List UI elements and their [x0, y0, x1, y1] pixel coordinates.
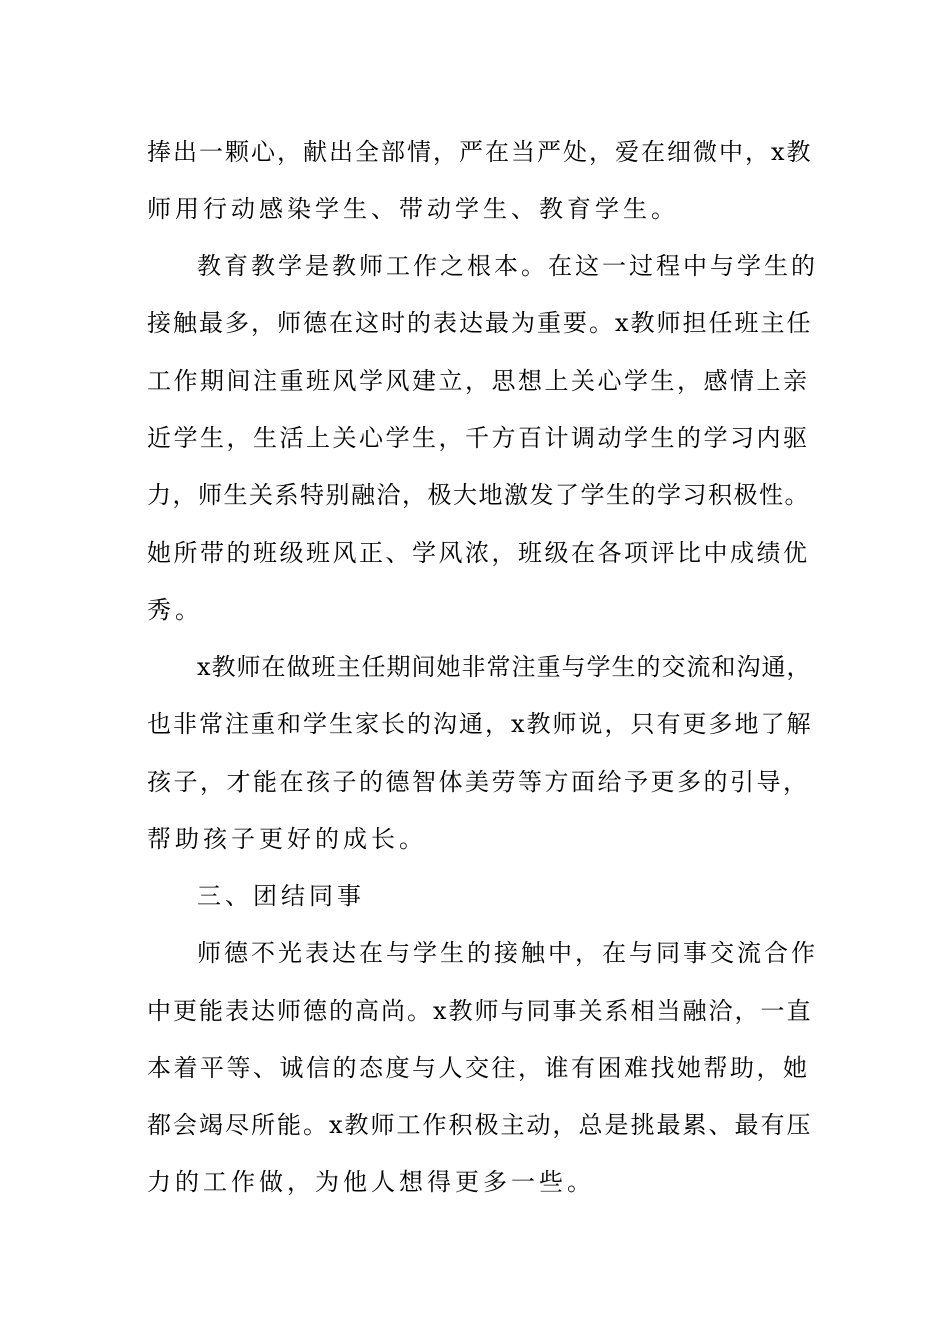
text-line: 孩子，才能在孩子的德智体美劳等方面给予更多的引导，: [147, 768, 810, 796]
text-line: 教育教学是教师工作之根本。在这一过程中与学生的: [197, 252, 818, 280]
text-line: 师德不光表达在与学生的接触中，在与同事交流合作: [197, 939, 818, 967]
text-line: 中更能表达师德的高尚。x教师与同事关系相当融洽，一直: [147, 997, 813, 1025]
text-line: 工作期间注重班风学风建立，思想上关心学生，感情上亲: [147, 367, 810, 395]
text-line: 力，师生关系特别融洽，极大地激发了学生的学习积极性。: [147, 481, 810, 509]
text-line: 本着平等、诚信的态度与人交往，谁有困难找她帮助，她: [147, 1054, 810, 1082]
text-line: x教师在做班主任期间她非常注重与学生的交流和沟通，: [197, 653, 812, 681]
text-line: 接触最多，师德在这时的表达最为重要。x教师担任班主任: [147, 309, 813, 337]
text-line: 师用行动感染学生、带动学生、教育学生。: [147, 195, 679, 223]
text-line: 帮助孩子更好的成长。: [147, 825, 427, 853]
text-line: 她所带的班级班风正、学风浓，班级在各项评比中成绩优: [147, 539, 810, 567]
section-heading: 三、团结同事: [197, 882, 365, 910]
text-line: 力的工作做，为他人想得更多一些。: [147, 1168, 595, 1196]
text-line: 都会竭尽所能。x教师工作积极主动，总是挑最累、最有压: [147, 1111, 813, 1139]
text-line: 近学生，生活上关心学生，千方百计调动学生的学习内驱: [147, 424, 810, 452]
text-line: 捧出一颗心，献出全部情，严在当严处，爱在细微中，x教: [147, 138, 813, 166]
text-line: 秀。: [147, 596, 203, 624]
text-line: 也非常注重和学生家长的沟通，x教师说，只有更多地了解: [147, 710, 813, 738]
